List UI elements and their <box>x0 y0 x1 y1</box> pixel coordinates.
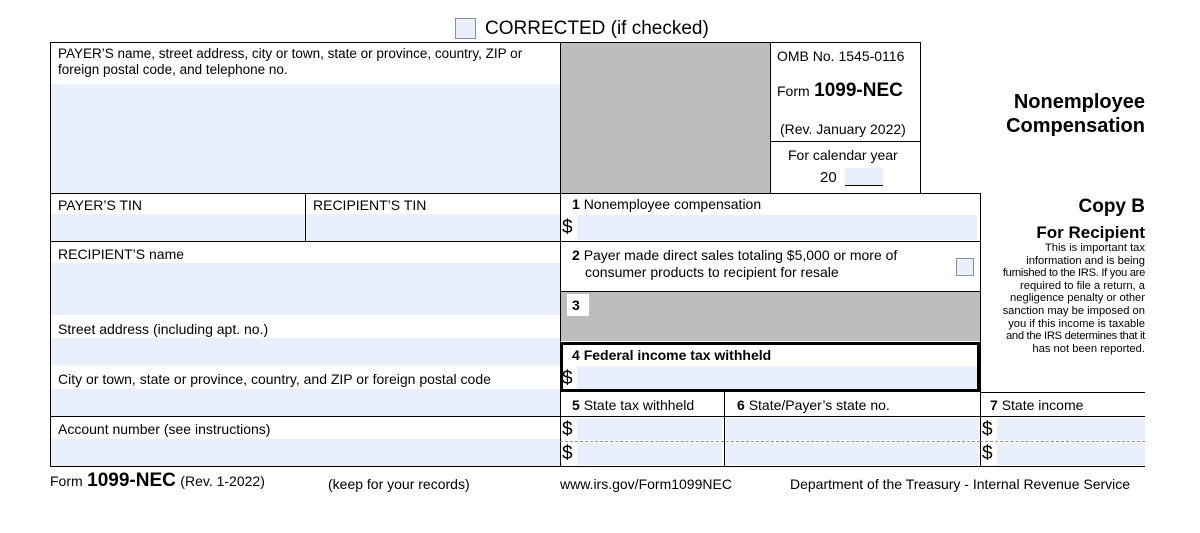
box5-divider <box>724 392 725 466</box>
row-divider-tin <box>50 241 560 242</box>
box2-label-2: consumer products to recipient for resale <box>585 264 839 280</box>
box5-field-2[interactable] <box>577 443 722 465</box>
omb-right-border <box>920 42 921 194</box>
box7-dash-mid <box>980 441 1145 442</box>
row-divider-box7b <box>980 416 1145 417</box>
notice-line: sanction may be imposed on <box>1002 304 1145 317</box>
box3-shaded <box>561 292 980 341</box>
title-line-1: Nonemployee <box>1013 91 1145 113</box>
box4-dollar: $ <box>562 368 573 389</box>
payer-block-label: PAYER’S name, street address, city or town, state or province, country, ZIP or foreign postal code, and telephone no. <box>58 46 523 77</box>
box1-field[interactable] <box>577 215 977 240</box>
box2-checkbox[interactable] <box>956 258 974 276</box>
year-prefix: 20 <box>820 169 837 186</box>
notice-line: information and is being <box>1026 254 1145 267</box>
street-field[interactable] <box>51 338 560 365</box>
notice-line: has not been reported. <box>1032 342 1145 355</box>
payer-tin-label: PAYER’S TIN <box>58 197 143 213</box>
bottom-border <box>50 466 1145 467</box>
shaded-area-top <box>561 43 770 193</box>
box6-field-1[interactable] <box>726 418 979 440</box>
city-label: City or town, state or province, country, and ZIP or foreign postal code <box>58 371 491 387</box>
right-column-divider <box>980 193 981 466</box>
row-divider-1 <box>50 193 980 194</box>
copy-b-subtitle: For Recipient <box>1036 223 1145 242</box>
box5-dollar-2: $ <box>562 443 573 464</box>
form-number: 1099-NEC <box>814 80 903 101</box>
notice-line: furnished to the IRS. If you are <box>1002 267 1145 280</box>
year-field[interactable] <box>845 168 883 185</box>
payer-block-field[interactable] <box>51 84 560 193</box>
footer-form-id <box>50 470 265 492</box>
omb-number: OMB No. 1545-0116 <box>777 48 905 64</box>
footer-keep: (keep for your records) <box>328 476 470 492</box>
box5-label: 5 State tax withheld <box>572 397 695 413</box>
recipient-notice <box>982 242 1145 355</box>
top-border <box>50 42 920 43</box>
account-label: Account number (see instructions) <box>58 421 271 437</box>
box1-dollar: $ <box>562 217 573 238</box>
box7-dollar-2: $ <box>982 443 993 464</box>
corrected-checkbox[interactable] <box>455 18 476 39</box>
account-field[interactable] <box>51 439 560 466</box>
revision: (Rev. January 2022) <box>780 121 906 137</box>
notice-line: negligence penalty or other <box>1010 292 1145 305</box>
copy-b-title: Copy B <box>1078 196 1145 217</box>
recipient-name-label: RECIPIENT’S name <box>58 246 185 262</box>
notice-line: required to file a return, a <box>1020 279 1145 292</box>
form-title <box>930 90 1145 138</box>
box4-label: 4 Federal income tax withheld <box>572 347 772 363</box>
box6-label: 6 State/Payer’s state no. <box>737 397 890 413</box>
row-divider-box7 <box>980 392 1145 393</box>
row-divider-city <box>50 416 560 417</box>
city-field[interactable] <box>51 389 560 416</box>
footer-form-number: 1099-NEC <box>87 470 176 491</box>
notice-line: This is important tax <box>1044 242 1145 254</box>
footer-rev: (Rev. 1-2022) <box>180 473 265 489</box>
footer-form-prefix: Form <box>50 473 83 489</box>
recipient-tin-label: RECIPIENT’S TIN <box>313 197 427 213</box>
box1-label: 1 Nonemployee compensation <box>572 196 762 212</box>
footer-dept: Department of the Treasury - Internal Revenue Service <box>790 476 1131 492</box>
box7-field-2[interactable] <box>997 443 1145 465</box>
omb-divider <box>770 141 920 142</box>
box5-field-1[interactable] <box>577 418 722 440</box>
title-line-2: Compensation <box>1006 115 1145 137</box>
box6-field-2[interactable] <box>726 443 979 465</box>
notice-line: you if this income is taxable <box>1008 317 1145 330</box>
box4-field[interactable] <box>577 366 977 389</box>
box7-dollar-1: $ <box>982 419 993 440</box>
form-prefix: Form <box>777 83 810 99</box>
box5-dollar-1: $ <box>562 419 573 440</box>
row-divider-box1 <box>560 241 980 242</box>
notice-line: and the IRS determines that it <box>1005 330 1145 343</box>
box7-field-1[interactable] <box>997 418 1145 440</box>
recipient-tin-field[interactable] <box>306 214 560 241</box>
street-label: Street address (including apt. no.) <box>58 321 269 337</box>
year-underline <box>845 185 883 186</box>
form-number-block <box>777 80 903 102</box>
corrected-label: CORRECTED (if checked) <box>485 18 709 39</box>
calendar-year-label: For calendar year <box>788 147 898 163</box>
payer-tin-field[interactable] <box>51 214 305 241</box>
row-divider-box5 <box>560 416 980 417</box>
state-row-dash-mid <box>560 441 980 442</box>
box2-label-1: 2 Payer made direct sales totaling $5,000 or more of <box>572 247 898 263</box>
box3-number: 3 <box>572 297 580 313</box>
footer-url: www.irs.gov/Form1099NEC <box>560 476 732 492</box>
gray-divider <box>770 42 771 194</box>
box7-label: 7 State income <box>990 397 1084 413</box>
recipient-name-field[interactable] <box>51 263 560 315</box>
